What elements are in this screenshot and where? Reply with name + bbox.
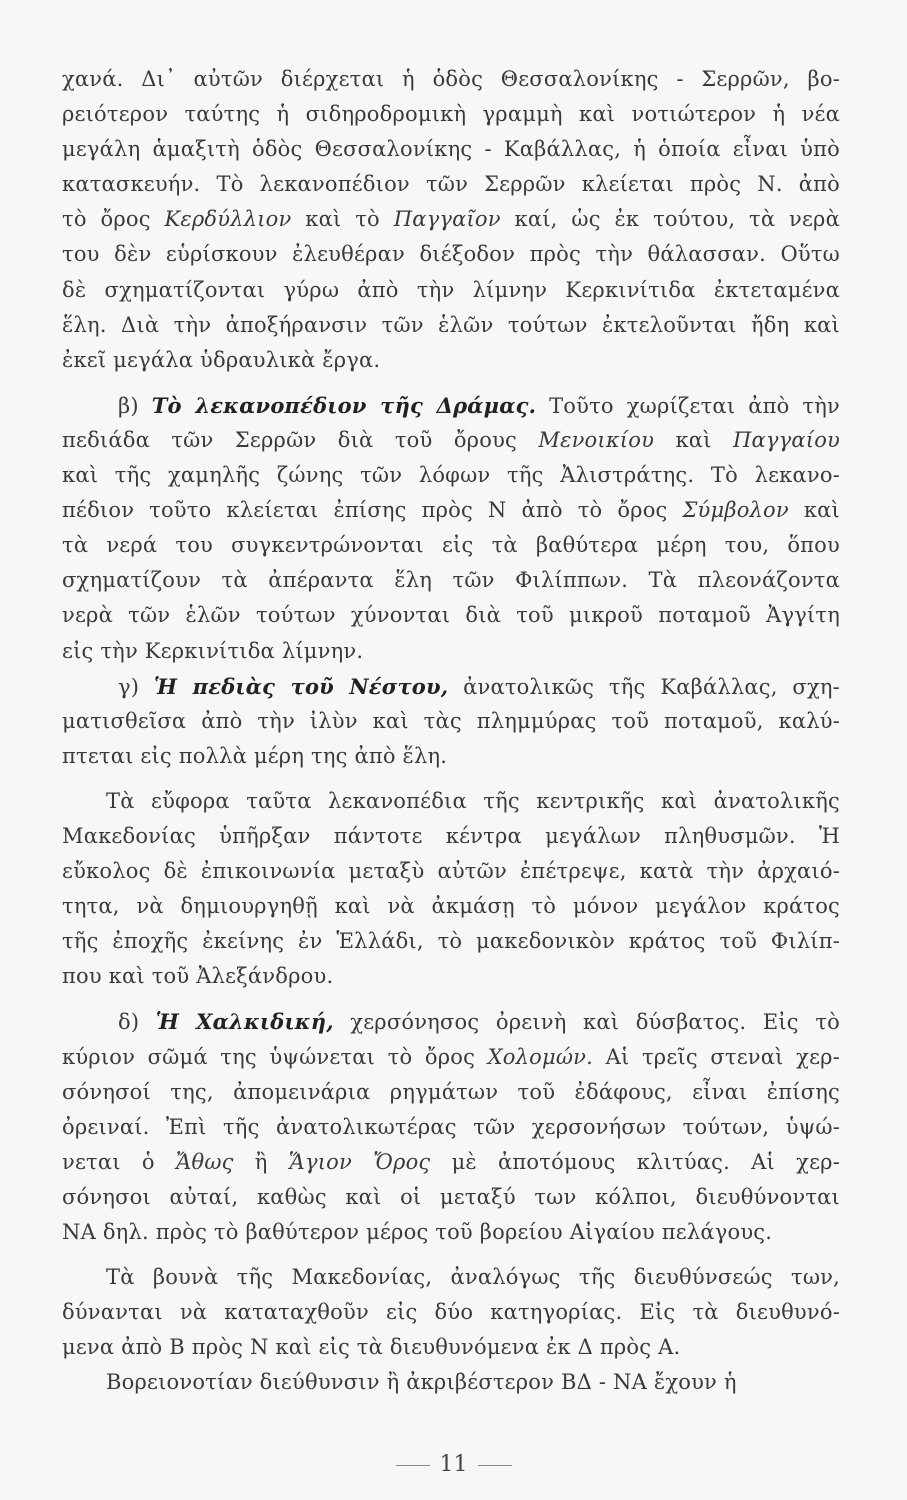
text-line — [62, 1145, 840, 1180]
line-text: μὲ ἀποτόμους κλιτύας. Αἱ χερ- — [430, 1149, 840, 1174]
text-line — [62, 1075, 840, 1110]
line-text: κύριον σῶμά της ὑψώνεται τὸ ὄρος — [62, 1044, 488, 1069]
italic-name: Μενοικίου — [538, 427, 655, 452]
italic-name: Παγγαῖον — [393, 207, 501, 232]
line-text: χερσόνησος ὀρεινὴ καὶ δύσβατος. Εἰς τὸ — [333, 1010, 840, 1035]
line-text: Τὰ εὔφορα ταῦτα λεκανοπέδια τῆς κεντρικῆς καὶ ἀνατολικῆς — [106, 788, 840, 813]
italic-name: Παγγαίου — [732, 427, 841, 452]
text-line — [62, 1004, 840, 1039]
line-text: σόνησοι αὐταί, καθὼς καὶ οἱ μεταξύ των κόλποι, διευθύνονται — [62, 1184, 840, 1209]
line-text: ἢ — [233, 1149, 289, 1174]
section-label: δ) — [118, 1010, 156, 1035]
text-line — [62, 167, 840, 202]
line-text: τητα, νὰ δημιουργηθῇ καὶ νὰ ἀκμάσῃ τὸ μόνον μεγάλον κράτος — [62, 894, 840, 919]
section-label: γ) — [118, 674, 154, 699]
section-label: β) — [118, 393, 152, 418]
text-line — [62, 458, 840, 493]
page-number: 11 — [439, 1452, 468, 1477]
line-text: μενα ἀπὸ Β πρὸς Ν καὶ εἰς τὰ διευθυνόμενα ἐκ Δ πρὸς Α. — [62, 1335, 681, 1360]
text-line — [62, 669, 840, 704]
line-text: Τὰ βουνὰ τῆς Μακεδονίας, ἀναλόγως τῆς διευθύνσεώς των, — [106, 1265, 840, 1290]
italic-name: Ἅγιον Ὄρος — [288, 1149, 431, 1174]
text-line — [62, 1260, 840, 1295]
text-line — [62, 704, 840, 739]
italic-name: Χολομών. — [487, 1044, 594, 1069]
line-text: δύνανται νὰ καταταχθοῦν εἰς δύο κατηγορίας. Εἰς τὰ διευθυνό- — [62, 1300, 840, 1325]
line-text: ἕλη. Διὰ τὴν ἀποξήρανσιν τῶν ἑλῶν τούτων ἐκτελοῦνται ἤδη καὶ — [62, 312, 840, 337]
text-line — [62, 634, 840, 669]
left-dash — [396, 1465, 430, 1466]
text-line — [62, 854, 840, 889]
line-text: ΝΑ δηλ. πρὸς τὸ βαθύτερον μέρος τοῦ βορείου Αἰγαίου πελάγους. — [62, 1220, 773, 1244]
italic-name: Κερδύλλιον — [164, 207, 292, 232]
text-line — [62, 739, 840, 774]
text-line — [62, 388, 840, 423]
line-text: μεγάλη ἁμαξιτὴ ὁδὸς Θεσσαλονίκης - Καβάλλας, ἡ ὁποία εἶναι ὑπὸ — [62, 137, 840, 162]
line-text: Βορειονοτίαν διεύθυνσιν ἢ ἀκριβέστερον ΒΔ - ΝΑ ἔχουν ἡ — [106, 1370, 737, 1395]
line-text: του δὲν εὑρίσκουν ἐλευθέραν διέξοδον πρὸς τὴν θάλασσαν. Οὕτω — [62, 242, 840, 267]
text-line — [62, 343, 840, 378]
line-text: ὀρειναί. Ἐπὶ τῆς ἀνατολικωτέρας τῶν χερσονήσων τούτων, ὑψώ- — [62, 1114, 840, 1139]
text-line — [62, 528, 840, 563]
line-text: καί, ὡς ἐκ τούτου, τὰ νερὰ — [500, 207, 840, 232]
line-text: καὶ τῆς χαμηλῆς ζώνης τῶν λόφων τῆς Ἀλιστράτης. Τὸ λεκανο- — [62, 463, 840, 488]
line-text: νερὰ τῶν ἑλῶν τούτων χύνονται διὰ τοῦ μικροῦ ποταμοῦ Ἀγγίτη — [62, 603, 840, 628]
line-text: ἀνατολικῶς τῆς Καβάλλας, σχη- — [448, 674, 840, 699]
text-line — [62, 1040, 840, 1075]
line-text: σόνησοί της, ἀπομεινάρια ρηγμάτων τοῦ ἐδάφους, εἶναι ἐπίσης — [62, 1079, 840, 1104]
line-text: χανά. Δι᾽ αὐτῶν διέρχεται ἡ ὁδὸς Θεσσαλονίκης - Σερρῶν, βο- — [62, 67, 840, 91]
text-line — [62, 308, 840, 343]
text-line — [62, 1330, 840, 1365]
line-text: ἐκεῖ μεγάλα ὑδραυλικὰ ἔργα. — [62, 347, 381, 372]
right-dash — [478, 1465, 512, 1466]
line-text: δὲ σχηματίζονται γύρω ἀπὸ τὴν λίμνην Κερκινίτιδα ἐκτεταμένα — [62, 277, 840, 302]
line-text: καὶ τὸ — [291, 207, 394, 232]
line-text: τὰ νερά του συγκεντρώνονται εἰς τὰ βαθύτερα μέρη του, ὅπου — [62, 533, 840, 558]
text-line — [62, 1295, 840, 1330]
text-line — [62, 959, 840, 994]
line-text: νεται ὁ — [62, 1149, 176, 1174]
line-text: Μακεδονίας ὑπῆρξαν πάντοτε κέντρα μεγάλων πληθυσμῶν. Ἡ — [62, 823, 840, 848]
line-text: τὸ ὄρος — [62, 207, 165, 232]
page-number-footer — [0, 1452, 907, 1477]
line-text: πεδιάδα τῶν Σερρῶν διὰ τοῦ ὄρους — [62, 427, 539, 452]
line-text: Τοῦτο χωρίζεται ἀπὸ τὴν — [536, 393, 840, 418]
text-line — [62, 889, 840, 924]
text-line — [62, 273, 840, 308]
line-text: εὔκολος δὲ ἐπικοινωνία μεταξὺ αὐτῶν ἐπέτρεψε, κατὰ τὴν ἀρχαιό- — [62, 859, 840, 884]
text-line — [62, 132, 840, 167]
line-text: κατασκευήν. Τὸ λεκανοπέδιον τῶν Σερρῶν κλείεται πρὸς Ν. ἀπὸ — [62, 172, 840, 197]
text-line — [62, 423, 840, 458]
text-line — [62, 598, 840, 633]
line-text: καὶ — [788, 498, 840, 523]
line-text: εἰς τὴν Κερκινίτιδα λίμνην. — [62, 638, 364, 663]
text-line — [62, 62, 840, 97]
line-text: ματισθεῖσα ἀπὸ τὴν ἰλὺν καὶ τὰς πλημμύρας τοῦ ποταμοῦ, καλύ- — [62, 708, 840, 733]
line-text: σχηματίζουν τὰ ἀπέραντα ἕλη τῶν Φιλίππων. Τὰ πλεονάζοντα — [62, 568, 840, 593]
line-text: πτεται εἰς πολλὰ μέρη της ἀπὸ ἕλη. — [62, 743, 448, 768]
text-line — [62, 237, 840, 272]
text-line — [62, 1365, 840, 1400]
text-line — [62, 819, 840, 854]
text-line — [62, 97, 840, 132]
text-line — [62, 1215, 840, 1250]
text-line — [62, 493, 840, 528]
section-heading: Ἡ Χαλκιδική, — [155, 1009, 334, 1035]
body-text — [62, 62, 840, 1400]
text-line — [62, 202, 840, 237]
text-line — [62, 784, 840, 819]
text-line — [62, 563, 840, 598]
text-line — [62, 1180, 840, 1215]
italic-name: Ἄθως — [175, 1149, 234, 1174]
line-text: πέδιον τοῦτο κλείεται ἐπίσης πρὸς Ν ἀπὸ τὸ ὄρος — [62, 498, 683, 523]
text-line — [62, 924, 840, 959]
line-text: που καὶ τοῦ Ἀλεξάνδρου. — [62, 964, 334, 989]
line-text: καὶ — [654, 427, 733, 452]
section-heading: Τὸ λεκανοπέδιον τῆς Δράμας. — [151, 392, 537, 418]
italic-name: Σύμβολον — [682, 498, 789, 523]
line-text: τῆς ἐποχῆς ἐκείνης ἐν Ἑλλάδι, τὸ μακεδονικὸν κράτος τοῦ Φιλίπ- — [62, 929, 840, 954]
line-text: Αἱ τρεῖς στεναὶ χερ- — [593, 1044, 840, 1069]
section-heading: Ἡ πεδιὰς τοῦ Νέστου, — [154, 673, 449, 699]
line-text: ρειότερον ταύτης ἡ σιδηροδρομικὴ γραμμὴ καὶ νοτιώτερον ἡ νέα — [62, 102, 840, 127]
text-line — [62, 1110, 840, 1145]
